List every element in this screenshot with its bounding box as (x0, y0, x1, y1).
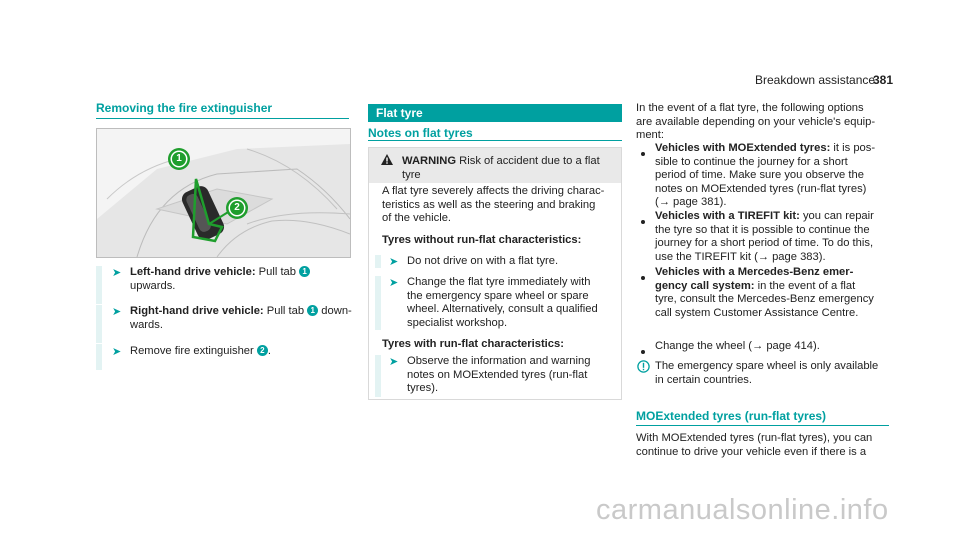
step-arrow-icon: ➤ (389, 356, 399, 368)
ref-badge-2: 2 (257, 345, 268, 356)
step-arrow-icon: ➤ (112, 306, 122, 318)
step-observe-information: Observe the information and warning notes on MOExtended tyres (run-flat tyres). (407, 355, 591, 395)
note-emergency-spare-wheel: The emergency spare wheel is only available in certain countries. (655, 360, 879, 386)
step-right-hand-drive: Right-hand drive vehicle: Pull tab 1 down- wards. (130, 305, 352, 331)
section-rule (636, 425, 889, 426)
option-moextended: Vehicles with MOExtended tyres: it is pos- sible to continue the journey for a short period of time. Make sure you observe the notes on MOExtended tyres (run-flat tyres) (→ page 381). (655, 142, 876, 209)
ref-badge-1: 1 (307, 305, 318, 316)
bullet-dot (641, 214, 645, 232)
bullet-dot (641, 146, 645, 164)
section-rule (368, 140, 622, 141)
option-tirefit: Vehicles with a TIREFIT kit: you can repair the tyre so that it is possible to continue the journey for a short period of time. To do this, use the TIREFIT kit (→ page 383). (655, 210, 874, 263)
figure-callout-1: 1 (176, 153, 182, 164)
section-title-removing-extinguisher: Removing the fire extinguisher (96, 101, 273, 115)
step-arrow-icon: ➤ (389, 277, 399, 289)
step-bar (375, 355, 381, 397)
tyres-without-runflat-title: Tyres without run-flat characteristics: (382, 234, 582, 246)
ref-badge-1: 1 (299, 266, 310, 277)
notes-on-flat-tyres-title: Notes on flat tyres (368, 126, 473, 140)
warning-box (368, 147, 622, 400)
step-bar (96, 266, 102, 304)
page-number: 381 (873, 73, 894, 87)
fire-extinguisher-figure (96, 128, 351, 258)
figure-callout-2: 2 (234, 202, 240, 213)
step-remove-extinguisher: Remove fire extinguisher 2 . (130, 345, 271, 357)
warning-paragraph: A flat tyre severely affects the driving charac- teristics as well as the steering and braking of the vehicle. (382, 185, 605, 225)
section-rule (96, 118, 349, 119)
option-emergency-call: Vehicles with a Mercedes-Benz emer- gency call system: in the event of a flat tyre, consult the Mercedes-Benz emergency call system Customer Assistance Centre. (655, 266, 874, 319)
warning-header (369, 148, 621, 183)
step-arrow-icon: ➤ (112, 267, 122, 279)
step-arrow-icon: ➤ (112, 346, 122, 358)
step-do-not-drive: Do not drive on with a flat tyre. (407, 255, 559, 267)
running-header: Breakdown assistance (755, 73, 876, 87)
bullet-dot (641, 270, 645, 288)
warning-text: WARNING Risk of accident due to a flat tyre (402, 155, 600, 181)
flat-tyre-intro: In the event of a flat tyre, the following options are available depending on your vehicle's equip- ment: (636, 102, 876, 142)
info-note-icon (637, 360, 650, 373)
step-bar (96, 344, 102, 370)
moextended-section-title: MOExtended tyres (run-flat tyres) (636, 409, 827, 423)
step-left-hand-drive: Left-hand drive vehicle: Pull tab 1 upwards. (130, 266, 355, 293)
warning-triangle-icon (381, 154, 393, 165)
step-arrow-icon: ➤ (389, 256, 399, 268)
step-bar (96, 305, 102, 343)
moextended-paragraph: With MOExtended tyres (run-flat tyres), you can continue to drive your vehicle even if there is a (636, 432, 873, 458)
step-bar (375, 276, 381, 330)
step-change-flat-tyre: Change the flat tyre immediately with the emergency spare wheel or spare wheel. Alternatively, consult a qualified specialist workshop. (407, 276, 598, 329)
seat-illustration (97, 129, 350, 257)
flat-tyre-header: Flat tyre (368, 104, 622, 122)
step-bar (375, 255, 381, 268)
tyres-with-runflat-title: Tyres with run-flat characteristics: (382, 338, 564, 350)
watermark: carmanualsonline.info (596, 494, 889, 526)
option-change-wheel: Change the wheel (→ page 414). (655, 340, 820, 352)
